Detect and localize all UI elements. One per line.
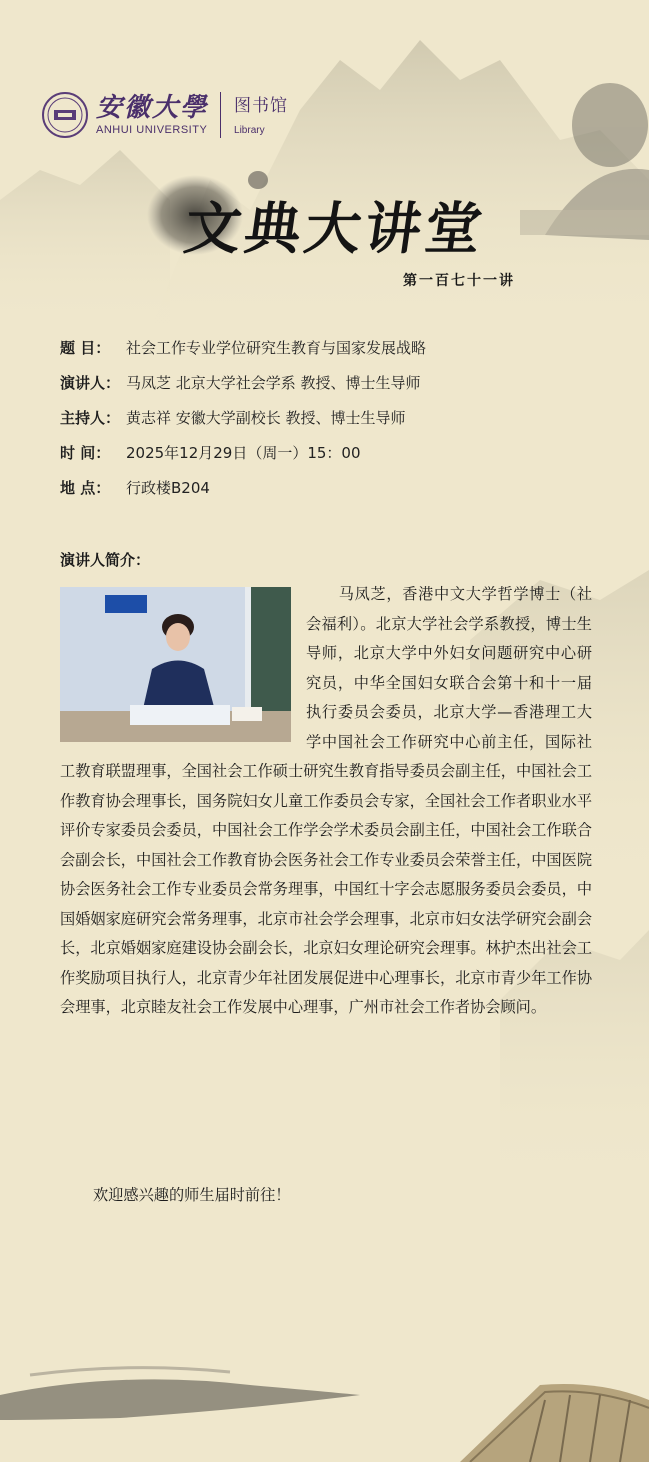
info-label: 主持人： (60, 409, 121, 427)
info-value: 社会工作专业学位研究生教育与国家发展战略 (126, 339, 427, 357)
university-seal-icon (42, 92, 88, 138)
photo-spacer (60, 580, 306, 748)
lecture-info (60, 337, 620, 512)
lecture-number: 第一百七十一讲 (403, 273, 515, 289)
info-label: 演讲人： (60, 374, 121, 392)
info-row-time (60, 442, 620, 477)
info-label: 时 间： (60, 444, 111, 462)
info-value: 马凤芝 北京大学社会学系 教授、博士生导师 (126, 374, 421, 392)
university-name-cn: 安徽大學 (96, 93, 209, 123)
university-name-en: ANHUI UNIVERSITY (96, 124, 208, 136)
library-name-en: Library (234, 124, 265, 136)
logo-divider (220, 92, 221, 138)
bio-heading: 演讲人简介： (60, 551, 151, 569)
library-name-cn: 图书馆 (234, 95, 289, 116)
bio-text: 马凤芝，香港中文大学哲学博士（社会福利）。北京大学社会学系教授，博士生导师，北京大学中外妇女问题研究中心研究员，中华全国妇女联合会第十和十一届执行委员会委员，北京大学—香港理工大学中国社会工作研究中心前主任，国际社工教育联盟理事，全国社会工作硕士研究生教育指导委员会副主任，中国社会工作教育协会理事长，国务院妇女儿童工作委员会专家，全国社会工作者职业水平评价专家委员会委员，中国社会工作学会学术委员会副主任，中国社会工作联合会副会长，中国社会工作教育协会医务社会工作专业委员会荣誉主任，中国医院协会医务社会工作专业委员会常务理事，中国红十字会志愿服务委员会委员，中国婚姻家庭研究会常务理事，北京市社会学会理事，北京市妇女法学研究会副会长，北京婚姻家庭建设协会副会长，北京妇女理论研究会理事。林护杰出社会工作奖励项目执行人，北京青少年社团发展促进中心理事长，北京市青少年工作协会理事，北京睦友社会工作发展中心理事，广州市社会工作者协会顾问。 (60, 585, 592, 1016)
info-row-topic (60, 337, 620, 372)
info-row-speaker (60, 372, 620, 407)
info-value: 黄志祥 安徽大学副校长 教授、博士生导师 (126, 409, 406, 427)
university-name (96, 94, 208, 136)
info-value: 2025年12月29日（周一）15：00 (126, 444, 361, 462)
lecture-series-title: 文典大讲堂 (180, 196, 490, 262)
speaker-bio (60, 580, 592, 1023)
university-logo (42, 92, 288, 138)
info-row-location (60, 477, 620, 512)
info-row-host (60, 407, 620, 442)
info-value: 行政楼B204 (126, 479, 210, 497)
info-label: 地 点： (60, 479, 111, 497)
welcome-note: 欢迎感兴趣的师生届时前往！ (93, 1186, 291, 1204)
library-name (234, 95, 288, 136)
info-label: 题 目： (60, 339, 111, 357)
